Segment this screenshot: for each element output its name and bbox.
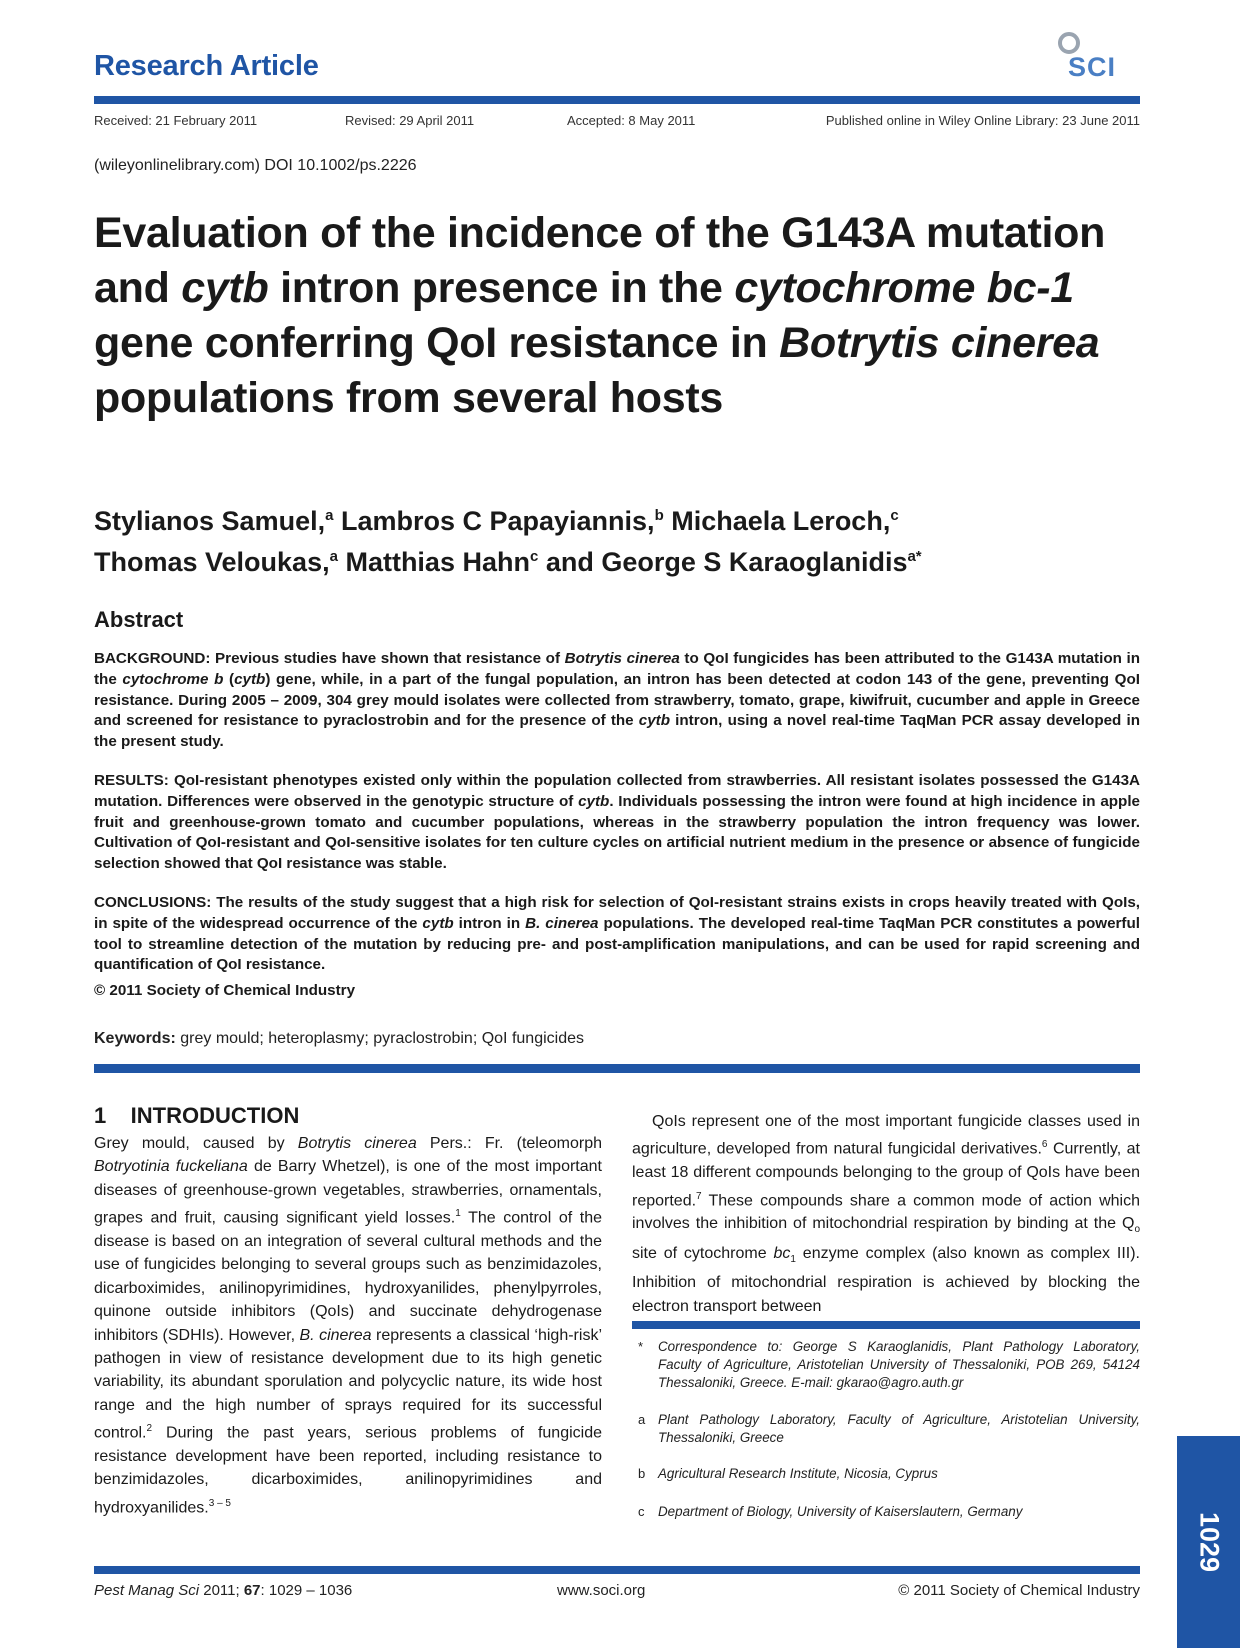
footnote-mark: * xyxy=(638,1339,644,1354)
author-name: Thomas Veloukas, xyxy=(94,547,330,577)
author-name: Lambros C Papayiannis, xyxy=(340,506,655,536)
abstract-background: BACKGROUND: Previous studies have shown that resistance of Botrytis cinerea to QoI fungicides has been attributed to the G143A mutation in the cytochrome b (cytb) gene, while, in a part of the fungal population, an intron has been detected at codon 143 of the gene, preventing QoI resistance. During 2005 – 2009, 304 grey mould isolates were collected from strawberry, tomato, grape, kiwifruit, cucumber and apple in Greece and screened for resistance to pyraclostrobin and for the presence of the cytb intron, using a novel real-time TaqMan PCR assay developed in the present study. xyxy=(94,650,1140,751)
author-list xyxy=(94,498,1134,580)
keywords-text: grey mould; heteroplasmy; pyraclostrobin; QoI fungicides xyxy=(175,1030,584,1047)
intro-heading: 1 INTRODUCTION xyxy=(94,1103,300,1128)
author-affiliation-mark: a xyxy=(325,507,334,524)
logo-ring-icon xyxy=(1058,32,1080,54)
page-number-tab xyxy=(1177,1436,1240,1648)
footnote-text: Correspondence to: George S Karaoglanidis, Plant Pathology Laboratory, Faculty of Agriculture, Aristotelian University of Thessaloniki, POB 269, 54124 Thessaloniki, Greece. E-mail: gkarao@agro.auth.gr xyxy=(658,1339,1140,1390)
intro-left-column: Grey mould, caused by Botrytis cinerea Pers.: Fr. (teleomorph Botryotinia fuckeliana de Barry Whetzel), is one of the most important diseases of greenhouse-grown vegetables, strawberries, ornamentals, grapes and fruit, causing significant yield losses.$^1$ The control of the disease is based on an integration of several cultural methods and the use of fungicides belonging to several groups such as benzimidazoles, dicarboximides, anilinopyrimidines, hydroxyanilides, phenylpyrroles, quinone outside inhibitors (QoIs) and succinate dehydrogenase inhibitors (SDHIs). However, B. cinerea represents a classical ‘high-risk’ pathogen in view of resistance development due to its high genetic variability, its abundant sporulation and polycyclic nature, its wide host range and the high number of sprays required for its successful control.$^2$ During the past years, serious problems of fungicide resistance development have been reported, including resistance to benzimidazoles, dicarboximides, anilinopyrimidines and hydroxyanilides.$^{3 - 5}$ xyxy=(94,1135,603,1517)
footnote-mark: c xyxy=(638,1504,645,1519)
author-name: George S Karaoglanidis xyxy=(601,547,908,577)
section-rule xyxy=(94,1064,1140,1073)
footnote-affiliation-b xyxy=(632,1465,1140,1483)
footnote-text: Agricultural Research Institute, Nicosia, Cyprus xyxy=(658,1466,938,1481)
footer-copyright: © 2011 Society of Chemical Industry xyxy=(898,1582,1140,1599)
published-date: Published online in Wiley Online Library: 23 June 2011 xyxy=(825,113,1140,128)
article-title: Evaluation of the incidence of the G143A mutation and cytb intron presence in the cytochrome bc-1 gene conferring QoI resistance in Botrytis cinerea populations from several hosts xyxy=(94,209,1106,422)
footnote-mark: a xyxy=(638,1412,646,1427)
footnote-affiliation-a xyxy=(632,1411,1140,1447)
author-affiliation-mark: c xyxy=(890,507,899,524)
abstract-conclusions: CONCLUSIONS: The results of the study suggest that a high risk for selection of QoI-resistant strains exists in crops heavily treated with QoIs, in spite of the widespread occurrence of the cytb intron in B. cinerea populations. The developed real-time TaqMan PCR constitutes a powerful tool to streamline detection of the mutation by reducing pre- and post-amplification manipulations, and can be used for rapid screening and quantification of QoI resistance. xyxy=(94,894,1140,974)
footnote-text: Department of Biology, University of Kaiserslautern, Germany xyxy=(658,1504,1023,1519)
author-affiliation-mark: a xyxy=(329,548,338,565)
footer-rule xyxy=(94,1566,1140,1574)
footnote-mark: b xyxy=(638,1466,646,1481)
keywords-label: Keywords: xyxy=(94,1030,176,1047)
author-affiliation-mark: a* xyxy=(907,548,922,565)
accepted-date: Accepted: 8 May 2011 xyxy=(567,113,696,128)
author-affiliation-mark: c xyxy=(529,548,539,565)
footnote-rule xyxy=(632,1321,1140,1329)
logo-text: SCI xyxy=(1068,52,1117,82)
revised-date: Revised: 29 April 2011 xyxy=(345,113,475,128)
abstract-copyright: © 2011 Society of Chemical Industry xyxy=(94,982,356,999)
author-name: Michaela Leroch, xyxy=(671,506,891,536)
author-conjunction: and xyxy=(545,547,594,577)
keywords-line xyxy=(94,1030,584,1048)
page-number: 1029 xyxy=(1194,1511,1224,1573)
received-date: Received: 21 February 2011 xyxy=(94,113,258,128)
author-name: Stylianos Samuel, xyxy=(94,506,326,536)
intro-right-column: QoIs represent one of the most important fungicide classes used in agriculture, developed from natural fungicidal derivatives.$^6$ Currently, at least 18 different compounds belonging to the group of QoIs have been reported.$^7$ These compounds share a common mode of action which involves the inhibition of mitochondrial respiration by binding at the $Q_o$ site of cytochrome $bc_1$ enzyme complex (also known as complex III). Inhibition of mitochondrial respiration is achieved by blocking the electron transport between xyxy=(632,1113,1140,1315)
author-affiliation-mark: b xyxy=(654,507,664,524)
doi-line: (wileyonlinelibrary.com) DOI 10.1002/ps.2226 xyxy=(94,157,417,174)
footnote-correspondence xyxy=(632,1338,1140,1392)
sci-logo xyxy=(1058,30,1138,82)
footer-website-link[interactable]: www.soci.org xyxy=(557,1582,646,1599)
header-rule xyxy=(94,96,1140,104)
footnote-affiliation-c xyxy=(632,1503,1140,1521)
abstract-heading: Abstract xyxy=(94,607,184,632)
footer-citation: Pest Manag Sci 2011; 67: 1029 – 1036 xyxy=(94,1582,353,1599)
author-name: Matthias Hahn xyxy=(345,547,530,577)
footnote-text: Plant Pathology Laboratory, Faculty of Agriculture, Aristotelian University, Thessaloniki, Greece xyxy=(658,1412,1140,1445)
abstract-results: RESULTS: QoI-resistant phenotypes existed only within the population collected from strawberries. All resistant isolates possessed the G143A mutation. Differences were observed in the genotypic structure of cytb. Individuals possessing the intron were found at high incidence in apple fruit and greenhouse-grown tomato and cucumber populations, whereas in the strawberry population the intron frequency was lower. Cultivation of QoI-resistant and QoI-sensitive isolates for ten culture cycles on artificial nutrient medium in the presence or absence of fungicide selection showed that QoI resistance was stable. xyxy=(94,772,1140,873)
journal-section-label: Research Article xyxy=(94,50,319,82)
